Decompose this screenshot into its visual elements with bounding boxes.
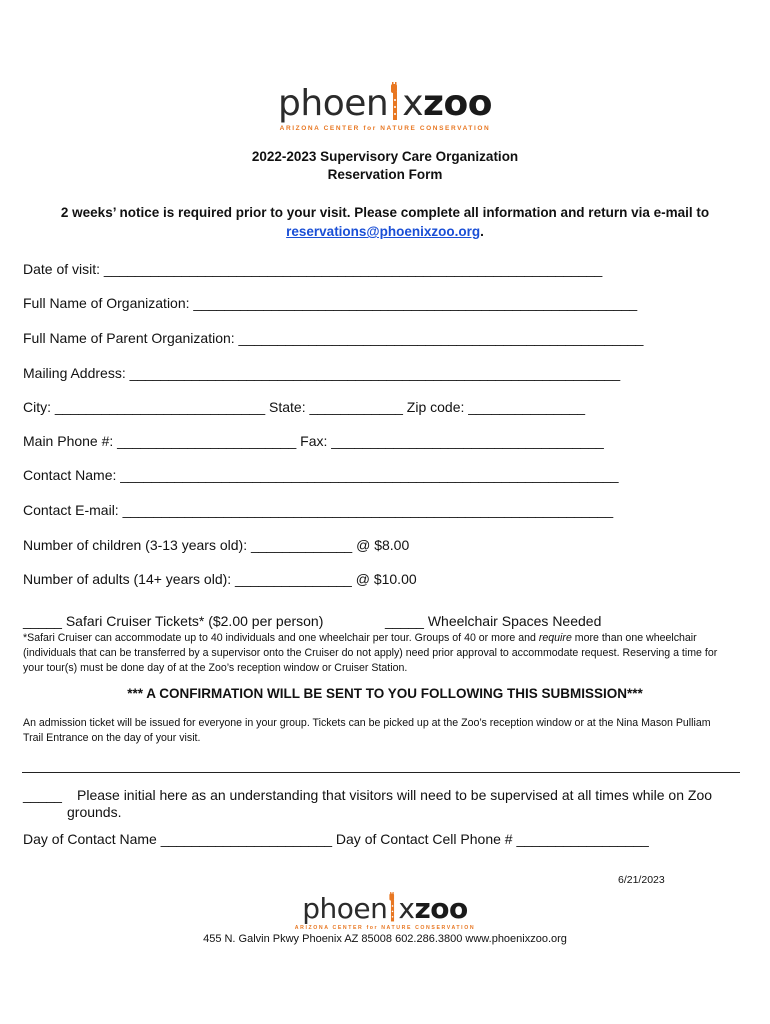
safari-note <box>23 631 723 676</box>
logo-word-x: x <box>402 83 424 124</box>
adults-count-field[interactable]: Number of adults (14+ years old): _______________ @ $10.00 <box>23 571 417 587</box>
children-count-field[interactable]: Number of children (3-13 years old): _____________ @ $8.00 <box>23 537 410 553</box>
revision-date: 6/21/2023 <box>618 874 665 886</box>
reservations-email-link[interactable]: reservations@phoenixzoo.org <box>286 224 481 239</box>
contact-name-field[interactable]: Contact Name: ________________________________________________________________ <box>23 467 619 483</box>
footer-logo-tagline: ARIZONA CENTER for NATURE CONSERVATION <box>294 925 476 931</box>
notice-email-line <box>0 224 770 239</box>
giraffe-icon <box>388 82 402 122</box>
logo-wordmark <box>278 82 492 122</box>
notice-period: . <box>480 224 484 239</box>
logo-tagline: ARIZONA CENTER for NATURE CONSERVATION <box>279 125 491 132</box>
footer-logo-wordmark <box>302 892 467 923</box>
wheelchair-spaces-field[interactable]: _____ Wheelchair Spaces Needed <box>385 613 602 629</box>
footer-logo-word-x: x <box>398 892 415 925</box>
parent-org-field[interactable]: Full Name of Parent Organization: ____________________________________________________ <box>23 330 644 346</box>
header-logo <box>275 82 495 132</box>
footer-giraffe-icon <box>387 892 398 923</box>
day-of-contact-field[interactable]: Day of Contact Name ______________________ Day of Contact Cell Phone # _________________ <box>23 831 649 847</box>
initial-text-cont: grounds. <box>67 804 122 820</box>
mailing-address-field[interactable]: Mailing Address: _______________________________________________________________ <box>23 365 621 381</box>
contact-email-field[interactable]: Contact E-mail: _______________________________________________________________ <box>23 502 614 518</box>
notice-text: 2 weeks’ notice is required prior to your visit. Please complete all information and return via e-mail to <box>60 205 710 220</box>
form-title-line1: 2022-2023 Supervisory Care Organization <box>251 149 519 164</box>
safari-note-emphasis: require <box>538 632 572 644</box>
logo-word-zoo: zoo <box>423 83 492 124</box>
form-title-line2: Reservation Form <box>327 167 443 182</box>
safari-note-part2: more than one wheelchair (individuals that can be transferred by a supervisor onto the Cruiser do not apply) need prior approval to accommodate request. Reserving a time for your tour(s) must be done day of at the Zoo’s reception window or Cruiser Station. <box>23 632 718 674</box>
admission-note: An admission ticket will be issued for everyone in your group. Tickets can be picked up at the Zoo’s reception window or at the Nina Mason Pulliam Trail Entrance on the day of your visit. <box>23 717 711 744</box>
phone-fax-field[interactable]: Main Phone #: _______________________ Fax: ___________________________________ <box>23 433 604 449</box>
footer-logo <box>296 892 474 931</box>
confirmation-banner: *** A CONFIRMATION WILL BE SENT TO YOU FOLLOWING THIS SUBMISSION*** <box>127 686 643 701</box>
safari-note-part1: *Safari Cruiser can accommodate up to 40 individuals and one wheelchair per tour. Groups of 40 or more and <box>23 632 539 644</box>
footer-logo-word-zoo: zoo <box>414 892 468 925</box>
section-divider <box>22 772 740 773</box>
initial-blank[interactable]: _____ <box>23 787 62 803</box>
safari-tickets-field[interactable]: _____ Safari Cruiser Tickets* ($2.00 per person) <box>23 613 324 629</box>
footer-logo-word-phoen: phoen <box>302 892 388 925</box>
logo-word-phoen: phoen <box>278 83 389 124</box>
footer-address: 455 N. Galvin Pkwy Phoenix AZ 85008 602.286.3800 www.phoenixzoo.org <box>203 933 567 945</box>
date-of-visit-field[interactable]: Date of visit: ________________________________________________________________ <box>23 261 603 277</box>
city-state-zip-field[interactable]: City: ___________________________ State: ____________ Zip code: _______________ <box>23 399 586 415</box>
org-name-field[interactable]: Full Name of Organization: _________________________________________________________ <box>23 295 638 311</box>
initial-text: Please initial here as an understanding that visitors will need to be supervised at all times while on Zoo <box>77 787 713 803</box>
